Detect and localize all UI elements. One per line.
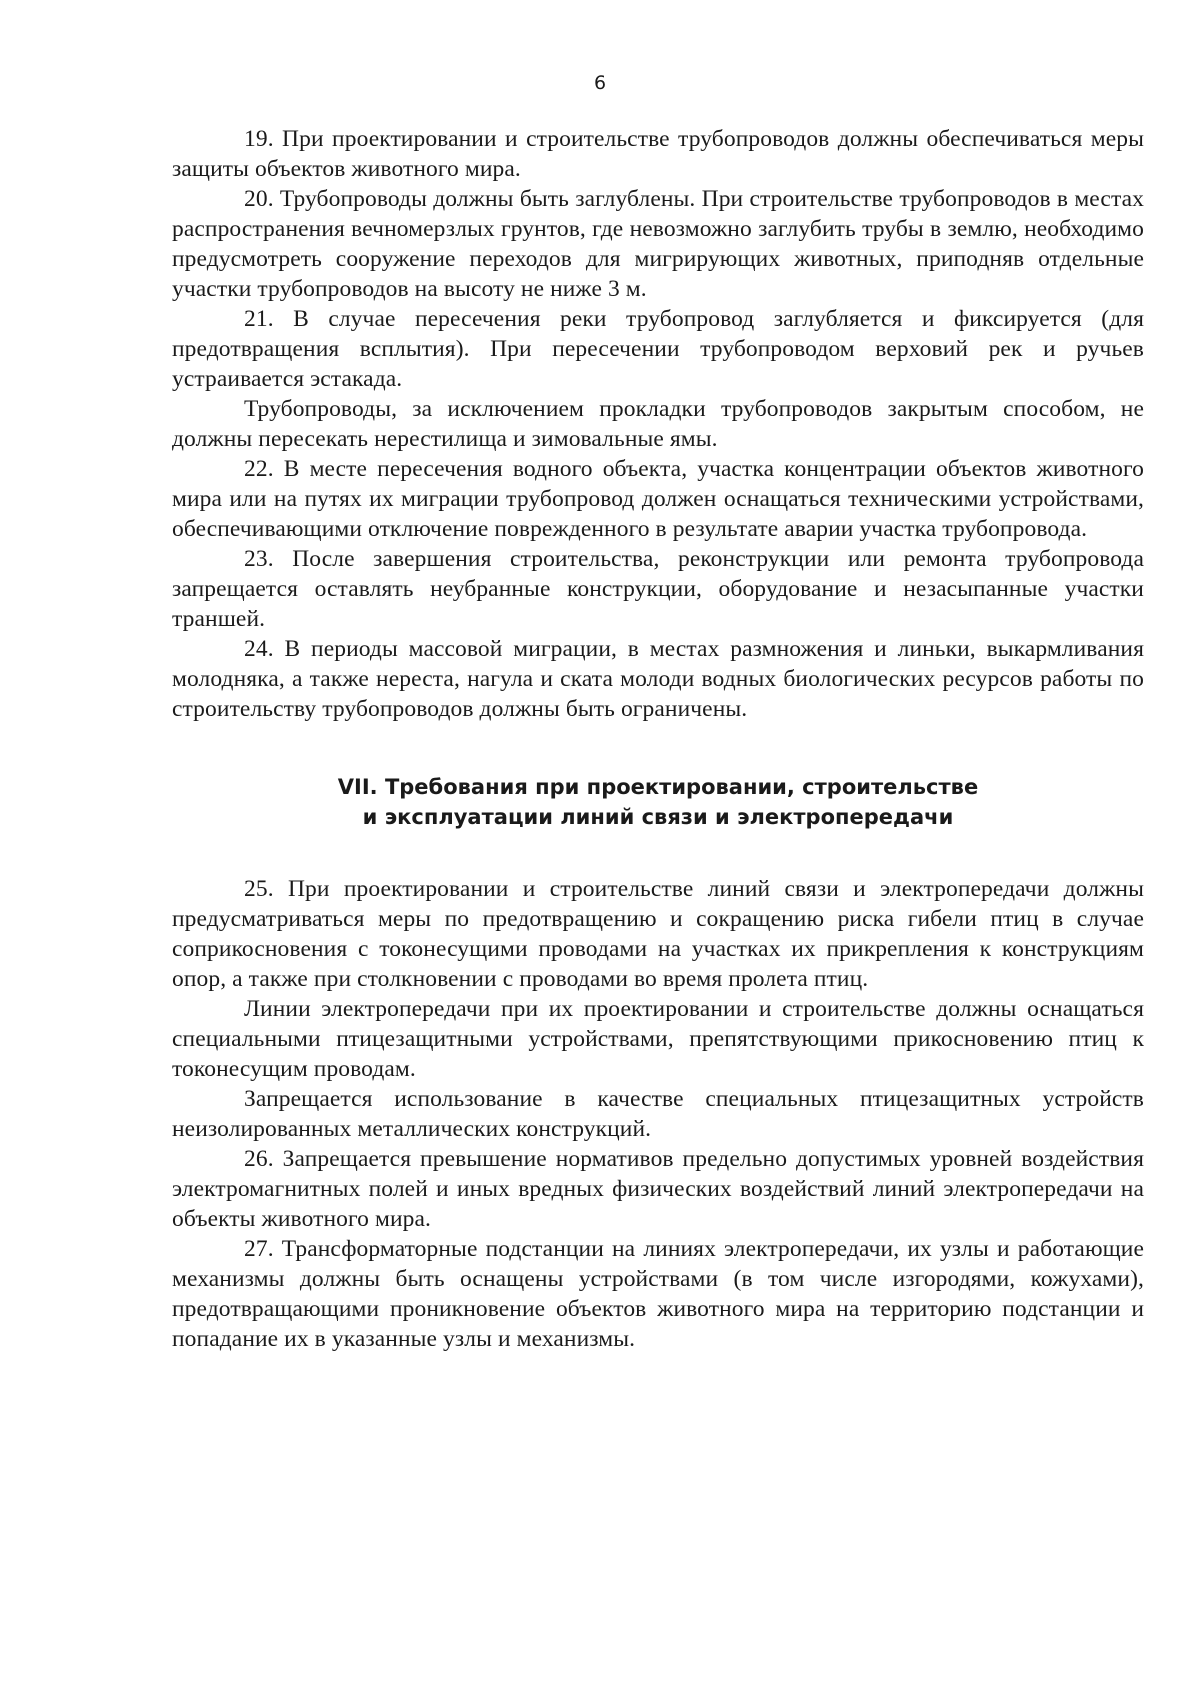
- paragraph-25-continued-2: Запрещается использование в качестве специальных птицезащитных устройств неизолированных металлических конструкций.: [172, 1086, 1144, 1142]
- paragraph-21-continued: Трубопроводы, за исключением прокладки трубопроводов закрытым способом, не должны пересекать нерестилища и зимовальные ямы.: [172, 396, 1144, 452]
- page-number: 6: [593, 72, 607, 94]
- paragraph-25-continued-1: Линии электропередачи при их проектировании и строительстве должны оснащаться специальными птицезащитными устройствами, препятствующими прикосновению птиц к токонесущим проводам.: [172, 996, 1144, 1082]
- paragraph-24: 24. В периоды массовой миграции, в местах размножения и линьки, выкармливания молодняка, а также нереста, нагула и ската молоди водных биологических ресурсов работы по строительству трубопроводов должны быть ограничены.: [172, 636, 1144, 722]
- paragraph-27: 27. Трансформаторные подстанции на линиях электропередачи, их узлы и работающие механизмы должны быть оснащены устройствами (в том числе изгородями, кожухами), предотвращающими проникновение объектов животного мира на территорию подстанции и попадание их в указанные узлы и механизмы.: [172, 1236, 1144, 1352]
- paragraph-26: 26. Запрещается превышение нормативов предельно допустимых уровней воздействия электромагнитных полей и иных вредных физических воздействий линий электропередачи на объекты животного мира.: [172, 1146, 1144, 1232]
- paragraph-21: 21. В случае пересечения реки трубопровод заглубляется и фиксируется (для предотвращения всплытия). При пересечении трубопроводом верховий рек и ручьев устраивается эстакада.: [172, 306, 1144, 392]
- section-heading: [172, 772, 1144, 832]
- document-body: [172, 124, 1144, 1354]
- section-heading-line-2: и эксплуатации линий связи и электропередачи: [362, 805, 954, 829]
- paragraph-19: 19. При проектировании и строительстве трубопроводов должны обеспечиваться меры защиты объектов животного мира.: [172, 126, 1144, 182]
- paragraph-25: 25. При проектировании и строительстве линий связи и электропередачи должны предусматриваться меры по предотвращению и сокращению риска гибели птиц в случае соприкосновения с токонесущими проводами на участках их прикрепления к конструкциям опор, а также при столкновении с проводами во время пролета птиц.: [172, 876, 1144, 992]
- paragraph-20: 20. Трубопроводы должны быть заглублены. При строительстве трубопроводов в местах распространения вечномерзлых грунтов, где невозможно заглубить трубы в землю, необходимо предусмотреть сооружение переходов для мигрирующих животных, приподняв отдельные участки трубопроводов на высоту не ниже 3 м.: [172, 186, 1144, 302]
- paragraph-22: 22. В месте пересечения водного объекта, участка концентрации объектов животного мира или на путях их миграции трубопровод должен оснащаться техническими устройствами, обеспечивающими отключение поврежденного в результате аварии участка трубопровода.: [172, 456, 1144, 542]
- paragraph-23: 23. После завершения строительства, реконструкции или ремонта трубопровода запрещается оставлять неубранные конструкции, оборудование и незасыпанные участки траншей.: [172, 546, 1144, 632]
- section-heading-line-1: VII. Требования при проектировании, строительстве: [337, 775, 979, 799]
